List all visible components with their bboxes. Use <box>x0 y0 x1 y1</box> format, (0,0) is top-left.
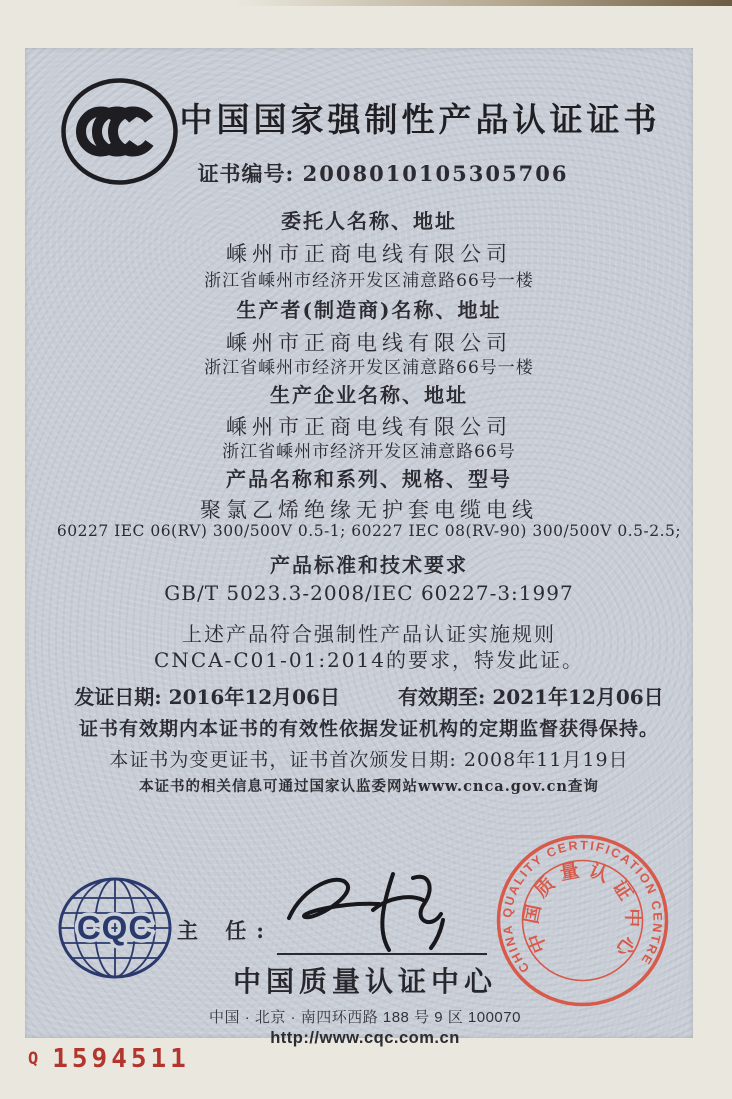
certificate-title: 中国国家强制性产品认证证书 <box>179 100 661 139</box>
issue-date <box>74 681 340 710</box>
statement-line-1: 上述产品符合强制性产品认证实施规则 <box>182 622 556 646</box>
cqc-logo-text: CQC <box>76 909 154 946</box>
statement-line-2: CNCA-C01-01:2014的要求，特发此证。 <box>154 648 584 672</box>
organization-name: 中国质量认证中心 <box>232 965 497 998</box>
photo-top-edge <box>234 0 732 6</box>
issue-date-value: 2016年12月06日 <box>168 685 340 709</box>
organization-url: http://www.cqc.com.cn <box>270 1029 460 1047</box>
issue-date-label: 发证日期: <box>74 685 162 709</box>
validity-note: 证书有效期内本证书的有效性依据发证机构的定期监督获得保持。 <box>78 718 659 740</box>
product-name: 聚氯乙烯绝缘无护套电缆电线 <box>200 498 538 522</box>
product-heading: 产品名称和系列、规格、型号 <box>226 467 512 491</box>
standard-heading: 产品标准和技术要求 <box>270 553 468 577</box>
applicant-address: 浙江省嵊州市经济开发区浦意路66号一楼 <box>204 271 534 291</box>
serial-digits: 1594511 <box>52 1044 190 1074</box>
factory-name: 嵊州市正商电线有限公司 <box>226 415 512 439</box>
svg-text:中国质量认证中心 <box>520 858 645 966</box>
applicant-heading: 委托人名称、地址 <box>281 209 457 233</box>
info-note: 本证书的相关信息可通过国家认监委网站www.cnca.gov.cn查询 <box>139 778 599 795</box>
certificate-panel <box>25 48 693 1047</box>
manufacturer-heading: 生产者(制造商)名称、地址 <box>236 298 502 322</box>
director-label: 主 任: <box>177 918 275 943</box>
applicant-name: 嵊州市正商电线有限公司 <box>226 242 512 266</box>
manufacturer-address: 浙江省嵊州市经济开发区浦意路66号一楼 <box>204 358 534 378</box>
factory-heading: 生产企业名称、地址 <box>270 383 468 407</box>
dates-row <box>45 681 693 710</box>
director-signature <box>281 860 481 960</box>
expiry-date-value: 2021年12月06日 <box>492 685 664 709</box>
certificate-number-row <box>59 158 707 188</box>
change-note: 本证书为变更证书，证书首次颁发日期: 2008年11月19日 <box>109 749 629 771</box>
standard-value: GB/T 5023.3-2008/IEC 60227-3:1997 <box>164 581 574 605</box>
manufacturer-name: 嵊州市正商电线有限公司 <box>226 331 512 355</box>
expiry-date <box>398 681 664 710</box>
factory-address: 浙江省嵊州市经济开发区浦意路66号 <box>222 442 516 462</box>
serial-prefix: Q <box>28 1049 39 1069</box>
expiry-date-label: 有效期至: <box>398 685 486 709</box>
stamp-text-english: CHINA QUALITY CERTIFICATION CENTRE <box>500 838 665 976</box>
product-models: 60227 IEC 06(RV) 300/500V 0.5-1; 60227 IEC 08(RV-90) 300/500V 0.5-2.5; <box>56 522 682 540</box>
signature-line <box>277 953 487 955</box>
certificate-number-label: 证书编号: <box>197 161 295 186</box>
stamp-text-chinese: 中国质量认证中心 <box>520 858 644 967</box>
organization-address: 中国 · 北京 · 南四环西路 188 号 9 区 100070 <box>209 1009 521 1026</box>
serial-number <box>28 1044 190 1074</box>
quality-certification-stamp <box>495 833 670 1008</box>
certificate-number-value: 2008010105305706 <box>302 161 569 186</box>
